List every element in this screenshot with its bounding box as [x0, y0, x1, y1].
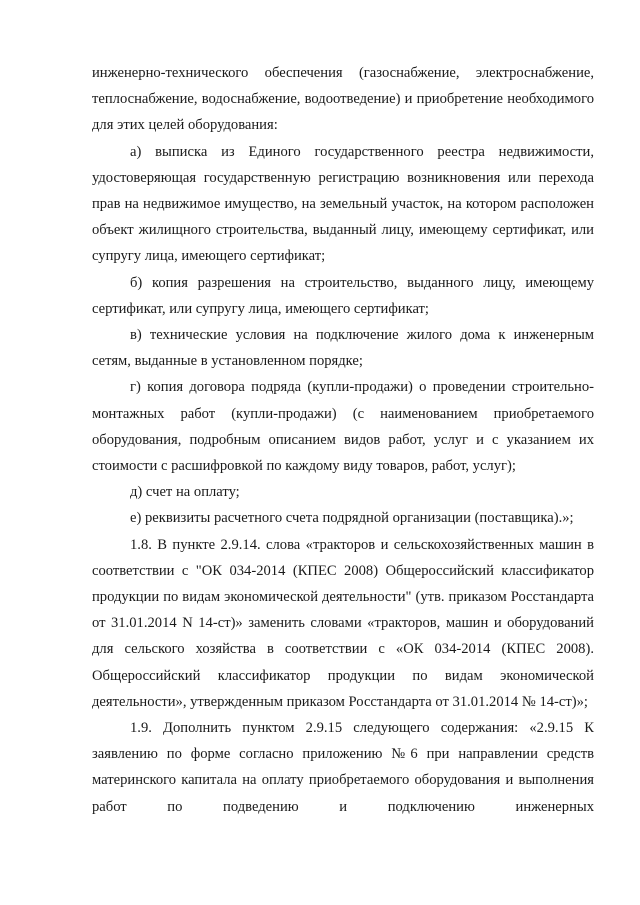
document-page — [92, 60, 594, 820]
paragraph-item-e: е) реквизиты расчетного счета подрядной организации (поставщика).»; — [130, 510, 574, 527]
paragraph-1-9: 1.9. Дополнить пунктом 2.9.15 следующего содержания: «2.9.15 К заявлению по форме согласно приложению №6 при направлении средств материнского капитала на оплату приобретаемого оборудования и выполнения работ по подведению и подключению инженерных — [92, 720, 594, 815]
paragraph-item-g: г) копия договора подряда (купли-продажи) о проведении строительно-монтажных работ (купли-продажи) (с наименованием приобретаемого оборудования, подробным описанием видов работ, услуг и с указанием их стоимости с расшифровкой по каждому виду товаров, работ, услуг); — [92, 379, 594, 475]
paragraph-intro: инженерно-технического обеспечения (газоснабжение, электроснабжение, теплоснабжение, водоснабжение, водоотведение) и приобретение необходимого для этих целей оборудования: — [92, 65, 594, 134]
paragraph-item-b: б) копия разрешения на строительство, выданного лицу, имеющему сертификат, или супругу лица, имеющего сертификат; — [92, 274, 594, 317]
paragraph-item-d: д) счет на оплату; — [130, 484, 240, 501]
paragraph-item-a: а) выписка из Единого государственного реестра недвижимости, удостоверяющая государственную регистрацию возникновения или перехода прав на недвижимое имущество, на земельный участок, на котором расположен объект жилищного строительства, выданный лицу, имеющему сертификат, или супругу лица, имеющего сертификат; — [92, 143, 594, 265]
paragraph-item-v: в) технические условия на подключение жилого дома к инженерным сетям, выданные в установленном порядке; — [92, 327, 594, 370]
paragraph-1-8: 1.8. В пункте 2.9.14. слова «тракторов и сельскохозяйственных машин в соответствии с "ОК 034-2014 (КПЕС 2008) Общероссийский классификатор продукции по видам экономической деятельности" (утв. приказом Росстандарта от 31.01.2014 N 14-ст)» заменить словами «тракторов, машин и оборудований для сельского хозяйства в соответствии с «ОК 034-2014 (КПЕС 2008). Общероссийский классификатор продукции по видам экономической деятельности», утвержденным приказом Росстандарта от 31.01.2014 № 14-ст)»; — [92, 536, 594, 710]
